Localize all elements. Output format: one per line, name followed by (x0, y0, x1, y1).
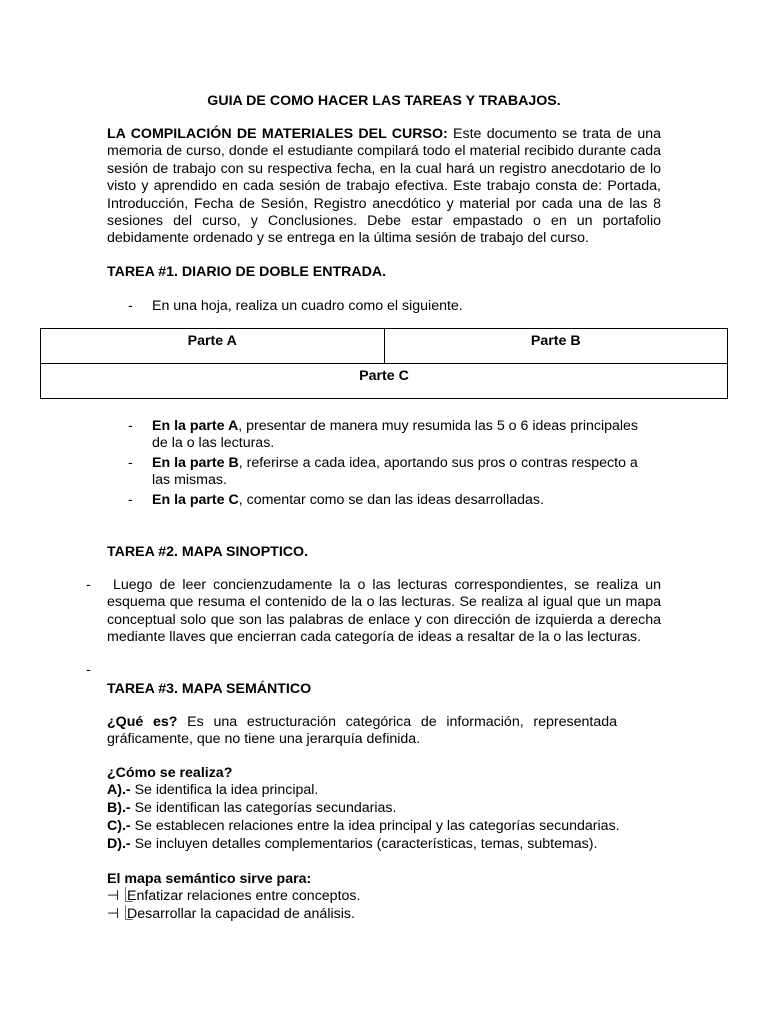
parte-c-label: Parte C (359, 368, 409, 384)
sirve-heading: El mapa semántico sirve para: (107, 871, 312, 887)
parte-b-label: Parte B (530, 333, 581, 349)
list-item-bold: En la parte B (152, 455, 239, 471)
list-item-text (152, 455, 648, 490)
paso-text: Se identifica la idea principal. (130, 782, 319, 798)
table-cell-parte-c (41, 364, 728, 399)
paso-letter: B).- (107, 800, 131, 816)
paso-letter: D).- (107, 836, 131, 852)
paso-text: Se identifican las categorías secundarias. (130, 800, 397, 816)
list-item-text (152, 418, 648, 453)
compilacion-text: Este documento se trata de una memoria de curso, donde el estudiante compilará todo el material recibido durante cada sesión de trabajo con su respectiva fecha, en la cual hará un registro anecdotario de lo visto y aprendido en cada sesión de trabajo efectiva. Este trabajo consta de: Portada, Introducción, Fecha de Sesión, Registro anecdótico y material por cada una de las 8 sesiones del curso, y Conclusiones. Debe estar empastado o en un portafolio debidamente ordenado y se entrega en la última sesión de trabajo del curso. (107, 126, 661, 247)
bullet-dash: - (128, 492, 133, 508)
compilacion-paragraph (107, 126, 661, 248)
paso-a (107, 782, 318, 799)
tarea1-heading: TAREA #1. DIARIO DE DOBLE ENTRADA. (107, 264, 387, 280)
tarea3-heading: TAREA #3. MAPA SEMÁNTICO (107, 681, 312, 697)
tarea2-heading: TAREA #2. MAPA SINOPTICO. (107, 544, 309, 560)
compilacion-label: LA COMPILACIÓN DE MATERIALES DEL CURSO: (107, 126, 448, 142)
list-item-body: , referirse a cada idea, aportando sus pros o contras respecto a las mismas. (152, 455, 638, 489)
paso-text: Se establecen relaciones entre la idea principal y las categorías secundarias. (130, 818, 620, 834)
list-item-bold: En la parte A (152, 418, 239, 434)
tarea2-paragraph: Luego de leer concienzudamente la o las lecturas correspondientes, se realiza un esquema que resuma el contenido de la o las lecturas. Se realiza al igual que un mapa conceptual solo que son las palabras de enlace y con dirección de izquierda a derecha mediante llaves que encierran cada categoría de ideas a resaltar de la o las lecturas. (107, 577, 661, 646)
diario-table (40, 328, 728, 399)
list-item-bold: En la parte C (152, 492, 239, 508)
list-item-text: Enfatizar relaciones entre conceptos. (127, 888, 361, 904)
como-heading: ¿Cómo se realiza? (107, 765, 233, 781)
trailing-dash: - (86, 662, 91, 678)
table-cell-parte-b (384, 329, 728, 364)
parte-a-label: Parte A (187, 333, 237, 349)
list-item (107, 888, 360, 905)
que-es-label: ¿Qué es? (107, 714, 178, 730)
list-item-body: , presentar de manera muy resumida las 5 o 6 ideas principales de la o las lecturas. (152, 418, 639, 452)
list-item-body: , comentar como se dan las ideas desarrolladas. (238, 492, 544, 508)
bullet-dash: - (128, 298, 133, 314)
que-es-text: Es una estructuración categórica de información, representada gráficamente, que no tiene una jerarquía definida. (107, 714, 617, 748)
paso-letter: A).- (107, 782, 131, 798)
tarea1-intro-text: En una hoja, realiza un cuadro como el siguiente. (152, 298, 463, 314)
paso-letter: C).- (107, 818, 131, 834)
que-es-paragraph (107, 714, 617, 749)
paso-c (107, 818, 620, 835)
paso-b (107, 800, 396, 817)
list-item-text (152, 492, 648, 509)
bullet-dash: - (128, 418, 133, 434)
bullet-mark-icon: ⊣⎿ (107, 906, 132, 922)
document-title: GUIA DE COMO HACER LAS TAREAS Y TRABAJOS. (207, 93, 561, 109)
paso-text: Se incluyen detalles complementarios (características, temas, subtemas). (130, 836, 598, 852)
table-cell-parte-a (41, 329, 385, 364)
bullet-mark-icon: ⊣⎿ (107, 888, 132, 904)
list-item-text: Desarrollar la capacidad de análisis. (127, 906, 355, 922)
bullet-dash: - (128, 455, 133, 471)
list-item (107, 906, 355, 923)
bullet-dash: - (86, 577, 91, 593)
paso-d (107, 836, 597, 853)
